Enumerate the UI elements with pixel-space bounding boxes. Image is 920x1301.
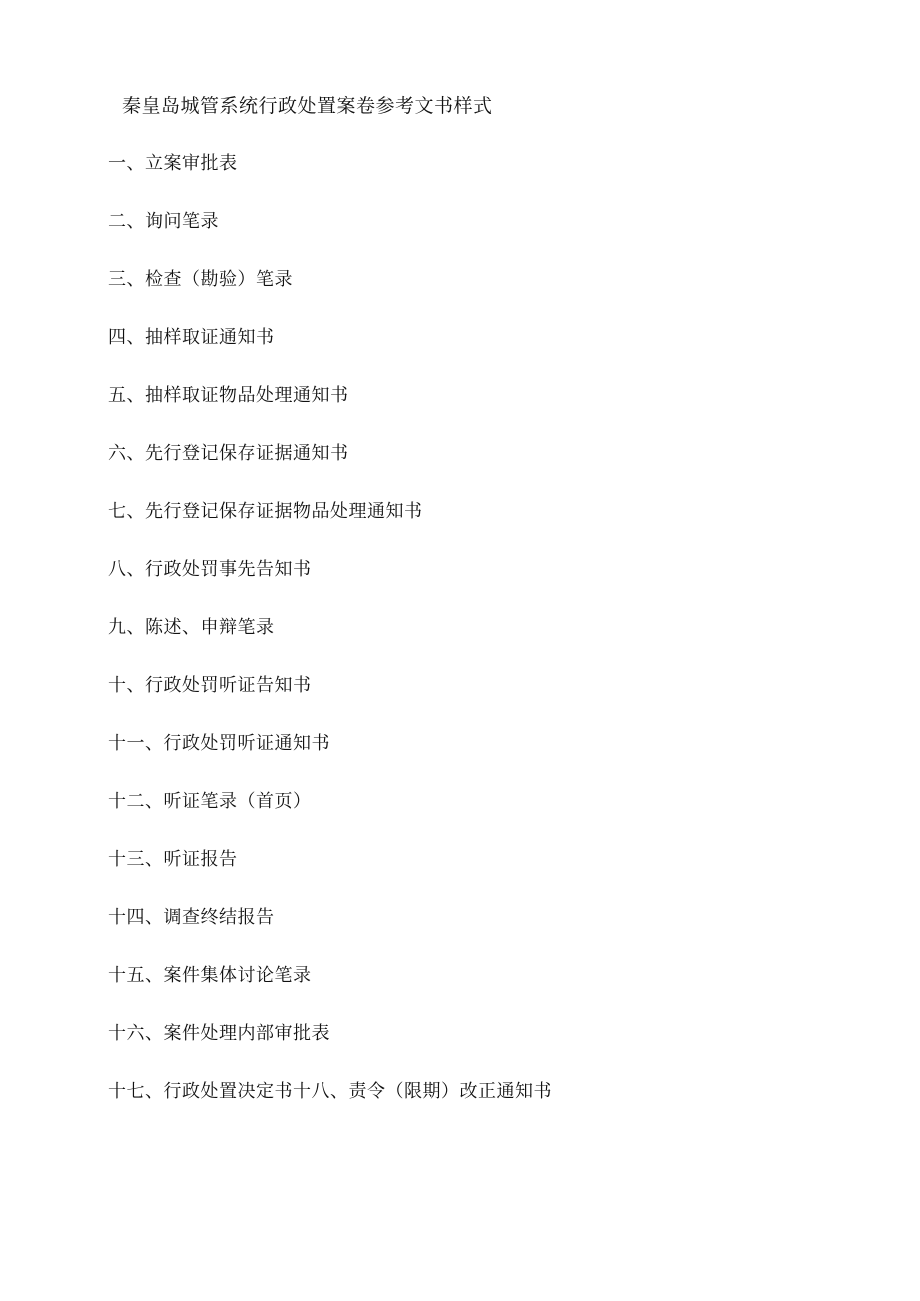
list-item: 十六、案件处理内部审批表 xyxy=(108,1023,330,1044)
list-item: 六、先行登记保存证据通知书 xyxy=(108,443,349,464)
list-item: 十三、听证报告 xyxy=(108,849,238,870)
list-item: 四、抽样取证通知书 xyxy=(108,327,275,348)
list-item: 二、询问笔录 xyxy=(108,211,219,232)
list-item: 十一、行政处罚听证通知书 xyxy=(108,733,330,754)
list-item: 十五、案件集体讨论笔录 xyxy=(108,965,312,986)
list-item: 十七、行政处置决定书十八、责令（限期）改正通知书 xyxy=(108,1081,552,1102)
list-item: 十四、调查终结报告 xyxy=(108,907,275,928)
list-item: 五、抽样取证物品处理通知书 xyxy=(108,385,349,406)
list-item: 三、检查（勘验）笔录 xyxy=(108,269,293,290)
document-list xyxy=(108,151,552,1137)
list-item: 十、行政处罚听证告知书 xyxy=(108,675,312,696)
list-item: 一、立案审批表 xyxy=(108,153,238,174)
list-item: 七、先行登记保存证据物品处理通知书 xyxy=(108,501,423,522)
list-item: 九、陈述、申辩笔录 xyxy=(108,617,275,638)
list-item: 八、行政处罚事先告知书 xyxy=(108,559,312,580)
list-item: 十二、听证笔录（首页） xyxy=(108,791,312,812)
document-title: 秦皇岛城管系统行政处置案卷参考文书样式 xyxy=(122,95,493,117)
